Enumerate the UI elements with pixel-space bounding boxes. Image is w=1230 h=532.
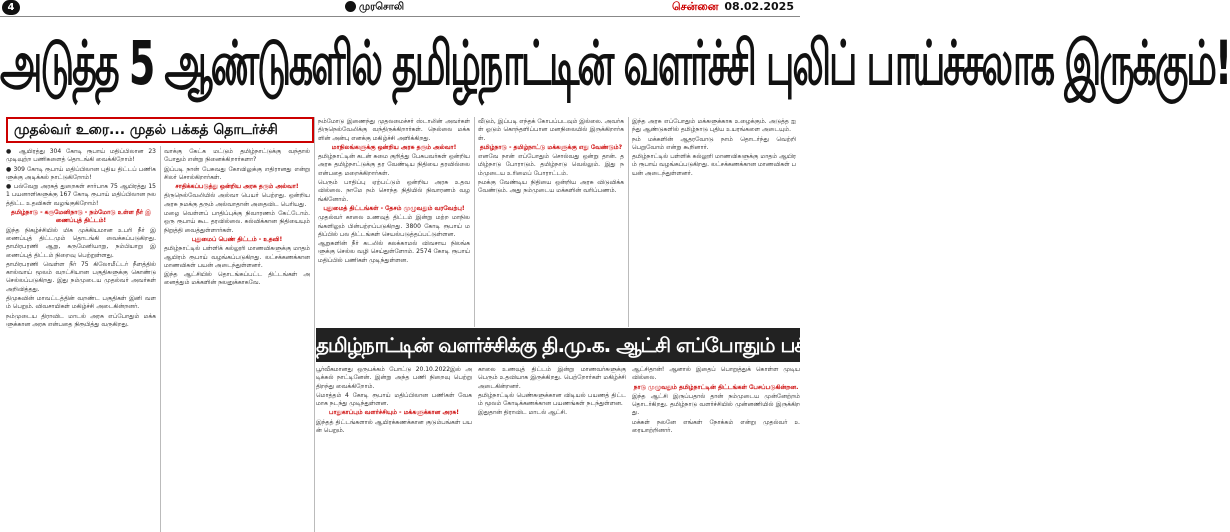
paragraph: நம்முடைய திராவிட மாடல் அரசு எப்போதும் மக்களுக்கான அரசு என்பதை நிரூபித்து வருகிறது. bbox=[6, 312, 156, 328]
paragraph: நம் மக்களின் ஆதரவோடு நாம் தொடர்ந்து வெற்றி பெறுவோம் என்று கூறினார். bbox=[632, 135, 796, 151]
article-column-1 bbox=[6, 148, 156, 532]
column-subheading: நாடு முழுவதும் தமிழ்நாட்டின் திட்டங்கள் பேசப்படுகின்றன. bbox=[633, 383, 799, 391]
main-headline: அடுத்த 5 ஆண்டுகளில் தமிழ்நாட்டின் வளர்ச்சி புலிப் பாய்ச்சலாக இருக்கும்! bbox=[0, 27, 1230, 99]
article-column-lower-3 bbox=[632, 366, 800, 532]
column-divider bbox=[314, 117, 315, 532]
city-label: சென்னை bbox=[672, 0, 719, 13]
paragraph: இந்தத் திட்டங்களால் ஆயிரக்கணக்கான குடும்பங்கள் பயன் பெறும். bbox=[316, 418, 472, 435]
paragraph: திருநெல்வேலியில் அல்வா பெயர் பெற்றது. ஒன்றிய அரசு நமக்கு தரும் அல்வாதான் அதைவிட பெரியது. bbox=[164, 192, 310, 208]
paragraph: தாமிரபரணி வெள்ள நீர் 75 கிலோமீட்டர் நீளத்தில் கால்வாய் மூலம் வறட்சியான பகுதிகளுக்கு கொண்டு செல்லப்படுகிறது. இது நம்முடைய முதல்வர் அவர்கள் அறிவித்தது. bbox=[6, 260, 156, 293]
paragraph: மழை வெள்ளப் பாதிப்புக்கு நிவாரணம் கேட்டோம். ஒரு ரூபாய் கூட தரவில்லை. கல்விக்கான நிதியையும் நிறுத்தி வைத்துள்ளார்கள். bbox=[164, 210, 310, 234]
paragraph: திமுகவின் மாவட்டத்தின் வறண்ட பகுதிகள் இனி வளம் பெறும். விவசாயிகள் மகிழ்ச்சி அடைகின்றனர். bbox=[6, 295, 156, 311]
column-subheading: புதுமைப் பெண் திட்டம் - உதவி! bbox=[191, 235, 283, 243]
article-column-5 bbox=[632, 118, 796, 326]
paragraph: ● ஆயிரத்து 304 கோடி ரூபாய் மதிப்பிலான 23 முடிவுற்ற பணிகளைத் தொடங்கி வைக்கிறோம்! bbox=[6, 148, 156, 164]
paragraph: தமிழ்நாட்டில் பள்ளிக் கல்லூரி மாணவிகளுக்கு மாதம் ஆயிரம் ரூபாய் வழங்கப்படுகிறது. லட்சக்கணக்கான மாணவிகள் பயன் அடைந்துள்ளனர். bbox=[632, 153, 796, 177]
paragraph: தமிழ்நாட்டின் கடன் சுமை குறித்து பேசுபவர்கள் ஒன்றிய அரசு தமிழ்நாட்டுக்கு தர வேண்டிய நிதியை தரவில்லை என்பதை மறைக்கிறார்கள். bbox=[318, 153, 470, 177]
paragraph: மக்கள் நலனே எங்கள் நோக்கம் என்று முதல்வர் உரையாற்றினார். bbox=[632, 418, 800, 435]
column-divider bbox=[628, 117, 629, 327]
section-subhead: முதல்வர் உரை... முதல் பக்கத் தொடர்ச்சி bbox=[6, 117, 314, 143]
paragraph: காலை உணவுத் திட்டம் இன்று மாணவர்களுக்கு பெரும் உதவியாக இருக்கிறது. பெற்றோர்கள் மகிழ்ச்சி அடைகின்றனர். bbox=[478, 366, 626, 390]
column-subheading: தமிழ்நாடு - கருமேனிநாடு - நம்மோடு உள்ள நீர் இணைப்புத் திட்டம்! bbox=[11, 209, 151, 225]
paragraph: இந்த அரசு எப்போதும் மக்களுக்காக உழைக்கும். அடுத்த ஐந்து ஆண்டுகளில் தமிழ்நாடு புதிய உயரங்களை அடையும். bbox=[632, 118, 796, 134]
paragraph: முதல்வர் காலை உணவுத் திட்டம் இன்று மற்ற மாநிலங்களிலும் பின்பற்றப்படுகிறது. 3800 கோடி ரூபாய் மதிப்பில் பல திட்டங்கள் செயல்படுத்தப்பட்டுள்ளன. bbox=[318, 214, 470, 238]
paragraph: வாக்கு கேட்க மட்டும் தமிழ்நாட்டுக்கு வந்தால் போதும் என்று நினைக்கிறார்களா? bbox=[164, 148, 310, 164]
paragraph: ● பல்வேறு அரசுத் துறைகள் சார்பாக 75 ஆயிரத்து 151 பயனாளிகளுக்கு 167 கோடி ரூபாய் மதிப்பிலான நலத்திட்ட உதவிகள் வழங்குகிறோம்! bbox=[6, 183, 156, 207]
paragraph: மொத்தம் 4 கோடி ரூபாய் மதிப்பிலான பணிகள் வேகமாக நடந்து முடிந்துள்ளன. bbox=[316, 391, 472, 408]
article-column-3 bbox=[318, 118, 470, 326]
column-divider bbox=[160, 146, 161, 532]
paragraph: பெரும் பாதிப்பு ஏற்பட்டும் ஒன்றிய அரசு உதவவில்லை. நாமே நம் சொந்த நிதியில் நிவாரணம் வழங்கினோம். bbox=[318, 179, 470, 203]
paragraph: இதுதான் திராவிட மாடல் ஆட்சி. bbox=[478, 409, 568, 417]
paragraph: தமிழ்நாட்டில் பெண்களுக்கான விடியல் பயணத் திட்டம் மூலம் கோடிக்கணக்கான பயணங்கள் நடந்துள்ளன. bbox=[478, 391, 626, 408]
article-column-lower-1 bbox=[316, 366, 472, 532]
paragraph: தமிழ்நாட்டில் பள்ளிக் கல்லூரி மாணவிகளுக்கு மாதம் ஆயிரம் ரூபாய் வழங்கப்படுகிறது. லட்சக்கணக்கான மாணவிகள் பயன் அடைந்துள்ளனர். bbox=[164, 245, 310, 269]
paragraph: ஆட்சிதான்! ஆனால் இதைப் பொறுத்துக் கொள்ள முடியவில்லை. bbox=[632, 366, 800, 382]
column-subheading: தமிழ்நாடு - தமிழ்நாட்டு மக்களுக்கு எது வேண்டும்? bbox=[479, 143, 623, 151]
paragraph: இந்த ஆட்சி இருப்பதால் தான் நம்முடைய முன்னேற்றம் தொடர்கிறது. தமிழ்நாடு வளர்ச்சியில் முன்னணியில் இருக்கிறது. bbox=[632, 392, 800, 417]
column-subheading: மாநிலங்களுக்கு ஒன்றிய அரசு தரும் அல்வா! bbox=[331, 143, 457, 151]
article-column-2 bbox=[164, 148, 310, 532]
article-column-4 bbox=[478, 118, 624, 326]
article-column-lower-2 bbox=[478, 366, 626, 532]
paragraph: இந்த ஆட்சியில் தொடங்கப்பட்ட திட்டங்கள் அனைத்தும் மக்களின் நலனுக்காகவே. bbox=[164, 271, 310, 287]
paragraph: ● 309 கோடி ரூபாய் மதிப்பிலான புதிய திட்டப் பணிகளுக்கு அடிக்கல் நாட்டுகிறோம்! bbox=[6, 165, 156, 181]
column-subheading: புதுமைத் திட்டங்கள் - தேசம் முழுவதும் வரவேற்பு! bbox=[323, 204, 465, 212]
secondary-headline-banner: தமிழ்நாட்டின் வளர்ச்சிக்கு தி.மு.க. ஆட்சி எப்போதும் பக்கபலமாக இருக்கும்! bbox=[316, 328, 800, 362]
paragraph: ஆறுகளின் நீர் கடலில் கலக்காமல் விவசாய நிலங்களுக்கு செல்ல வழி செய்துள்ளோம். 2574 கோடி ரூபாய் மதிப்பில் பணிகள் முடிந்துள்ளன. bbox=[318, 240, 470, 264]
column-subheading: சாதிக்கப்படுத்து ஒன்றிய அரசு தரும் அல்வா! bbox=[175, 183, 299, 191]
paragraph: நமக்கு வேண்டிய நிதியை ஒன்றிய அரசு விடுவிக்க வேண்டும். அது நம்முடைய மக்களின் வரிப்பணம். bbox=[478, 179, 624, 195]
issue-date: 08.02.2025 bbox=[724, 0, 794, 13]
column-subheading: பாதுகாப்பும் வளர்ச்சியும் - மக்களுக்கான அரசு! bbox=[329, 409, 459, 417]
paragraph: பூர்வீகமானது ஒருபக்கம் போட்டு 20.10.2022இல் அடிக்கல் நாட்டினேன். இன்று அந்த பணி நிறைவு பெற்று திறந்து வைக்கிறோம். bbox=[316, 366, 472, 390]
paragraph: இந்த நிகழ்ச்சியில் மிக முக்கியமான உபரி நீர் இணைப்புத் திட்டமும் தொடங்கி வைக்கப்படுகிறது. தாமிரபரணி ஆறு, கருமேனியாறு, நம்பியாறு இணைப்புத் திட்டம் நிறைவு பெற்றுள்ளது. bbox=[6, 226, 156, 259]
paragraph: வீடும், இப்படி எந்தக் கோபப்படவும் இல்லை. அவர்கள் ஓடும் கொந்தளிப்பான மனநிலையில் இருக்கிறார்கள். bbox=[478, 118, 624, 142]
paragraph: இப்படி நான் பேசுவது கோவிலுக்கு எதிரானது என்று சிலர் சொல்கிறார்கள். bbox=[164, 165, 310, 181]
paragraph: எனவே நான் எப்போதும் சொல்வது ஒன்று தான். தமிழ்நாடு போராடும். தமிழ்நாடு வெல்லும். இது நம்முடைய உரிமைப் போராட்டம். bbox=[478, 153, 624, 177]
page-number: 4 bbox=[2, 0, 20, 15]
paragraph: நம்மோடு இணைந்து முதலமைச்சர் ஸ்டாலின் அவர்கள் திருநெல்வேலிக்கு வந்திருக்கிறார்கள். நெல்லை மக்களின் அன்பு எனக்கு மகிழ்ச்சி அளிக்கிறது. bbox=[318, 118, 470, 142]
logo-text: முரசொலி bbox=[359, 1, 404, 13]
column-divider bbox=[474, 117, 475, 327]
